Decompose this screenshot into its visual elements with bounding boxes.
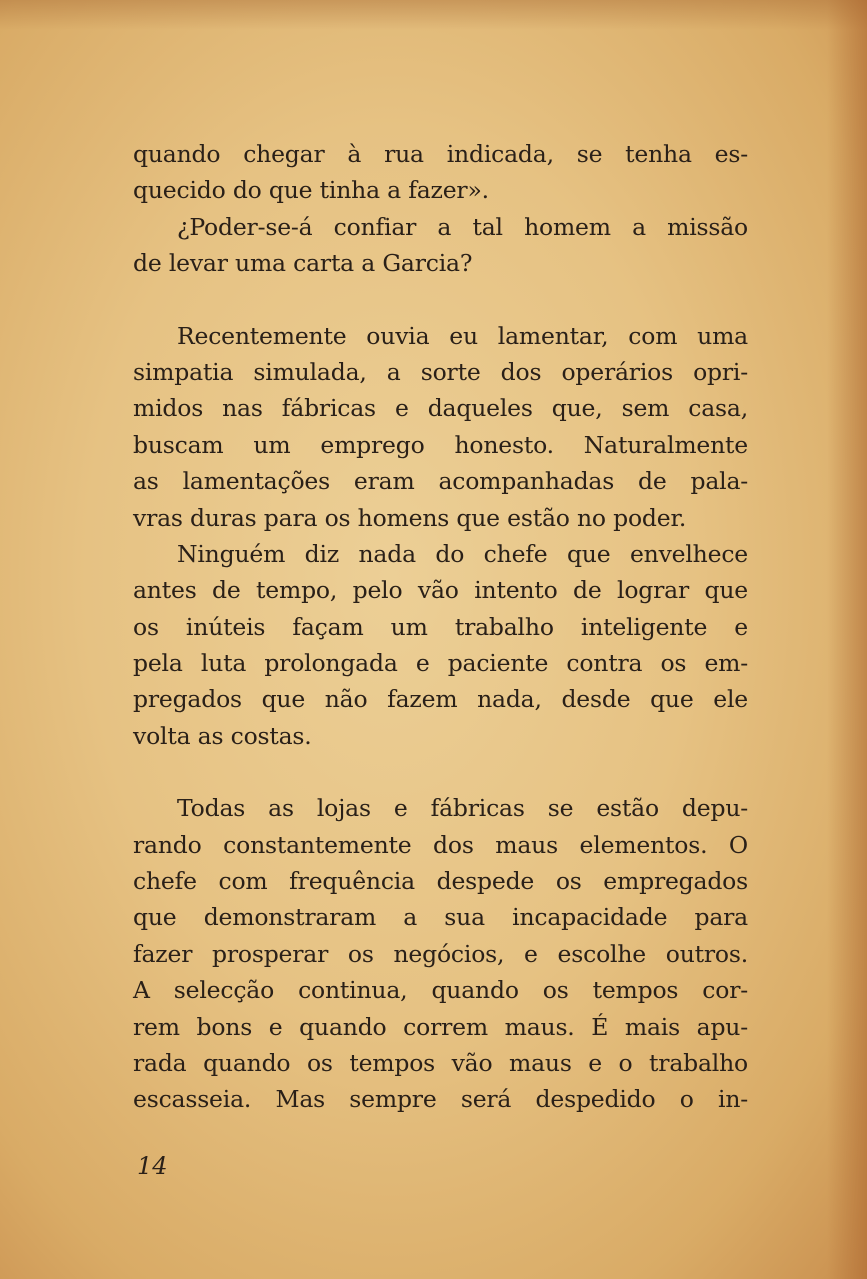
text-line: chefe com frequência despede os empregados: [133, 867, 748, 896]
paragraph: [133, 790, 748, 1118]
text-line: de levar uma carta a Garcia?: [133, 249, 473, 278]
text-line: A selecção continua, quando os tempos cor-: [133, 976, 748, 1005]
text-line: que demonstraram a sua incapacidade para: [133, 903, 748, 932]
text-line: os inúteis façam um trabalho inteligente e: [133, 612, 748, 641]
text-line: antes de tempo, pelo vão intento de lograr que: [133, 576, 748, 605]
text-line: rando constantemente dos maus elementos. O: [133, 830, 748, 859]
text-line: Ninguém diz nada do chefe que envelhece: [177, 539, 748, 568]
paragraph: [133, 318, 748, 536]
text-line: Todas as lojas e fábricas se estão depu-: [177, 794, 748, 823]
text-line: simpatia simulada, a sorte dos operários opri-: [133, 357, 748, 386]
page-number: 14: [137, 1152, 168, 1180]
text-line: as lamentações eram acompanhadas de pala-: [133, 467, 748, 496]
page-edge-shadow-right: [827, 0, 867, 1279]
paragraph: [133, 536, 748, 754]
text-line: pela luta prolongada e paciente contra os em-: [133, 649, 748, 678]
paragraph: [133, 209, 748, 282]
text-line: vras duras para os homens que estão no poder.: [133, 503, 687, 532]
text-line: Recentemente ouvia eu lamentar, com uma: [177, 321, 748, 350]
text-line: quecido do que tinha a fazer».: [133, 176, 489, 205]
text-line: rada quando os tempos vão maus e o trabalho: [133, 1048, 748, 1077]
body-text: [133, 136, 748, 1118]
text-line: fazer prosperar os negócios, e escolhe outros.: [133, 939, 748, 968]
paragraph: [133, 136, 748, 209]
text-line: midos nas fábricas e daqueles que, sem casa,: [133, 394, 748, 423]
text-line: pregados que não fazem nada, desde que ele: [133, 685, 748, 714]
text-line: rem bons e quando correm maus. É mais apu-: [133, 1012, 748, 1041]
text-line: quando chegar à rua indicada, se tenha es-: [133, 140, 748, 168]
text-line: buscam um emprego honesto. Naturalmente: [133, 430, 748, 459]
text-line: escasseia. Mas sempre será despedido o in-: [133, 1085, 748, 1114]
text-line: volta as costas.: [133, 721, 312, 750]
text-line: ¿Poder-se-á confiar a tal homem a missão: [177, 212, 748, 241]
page-edge-shadow-top: [0, 0, 867, 30]
